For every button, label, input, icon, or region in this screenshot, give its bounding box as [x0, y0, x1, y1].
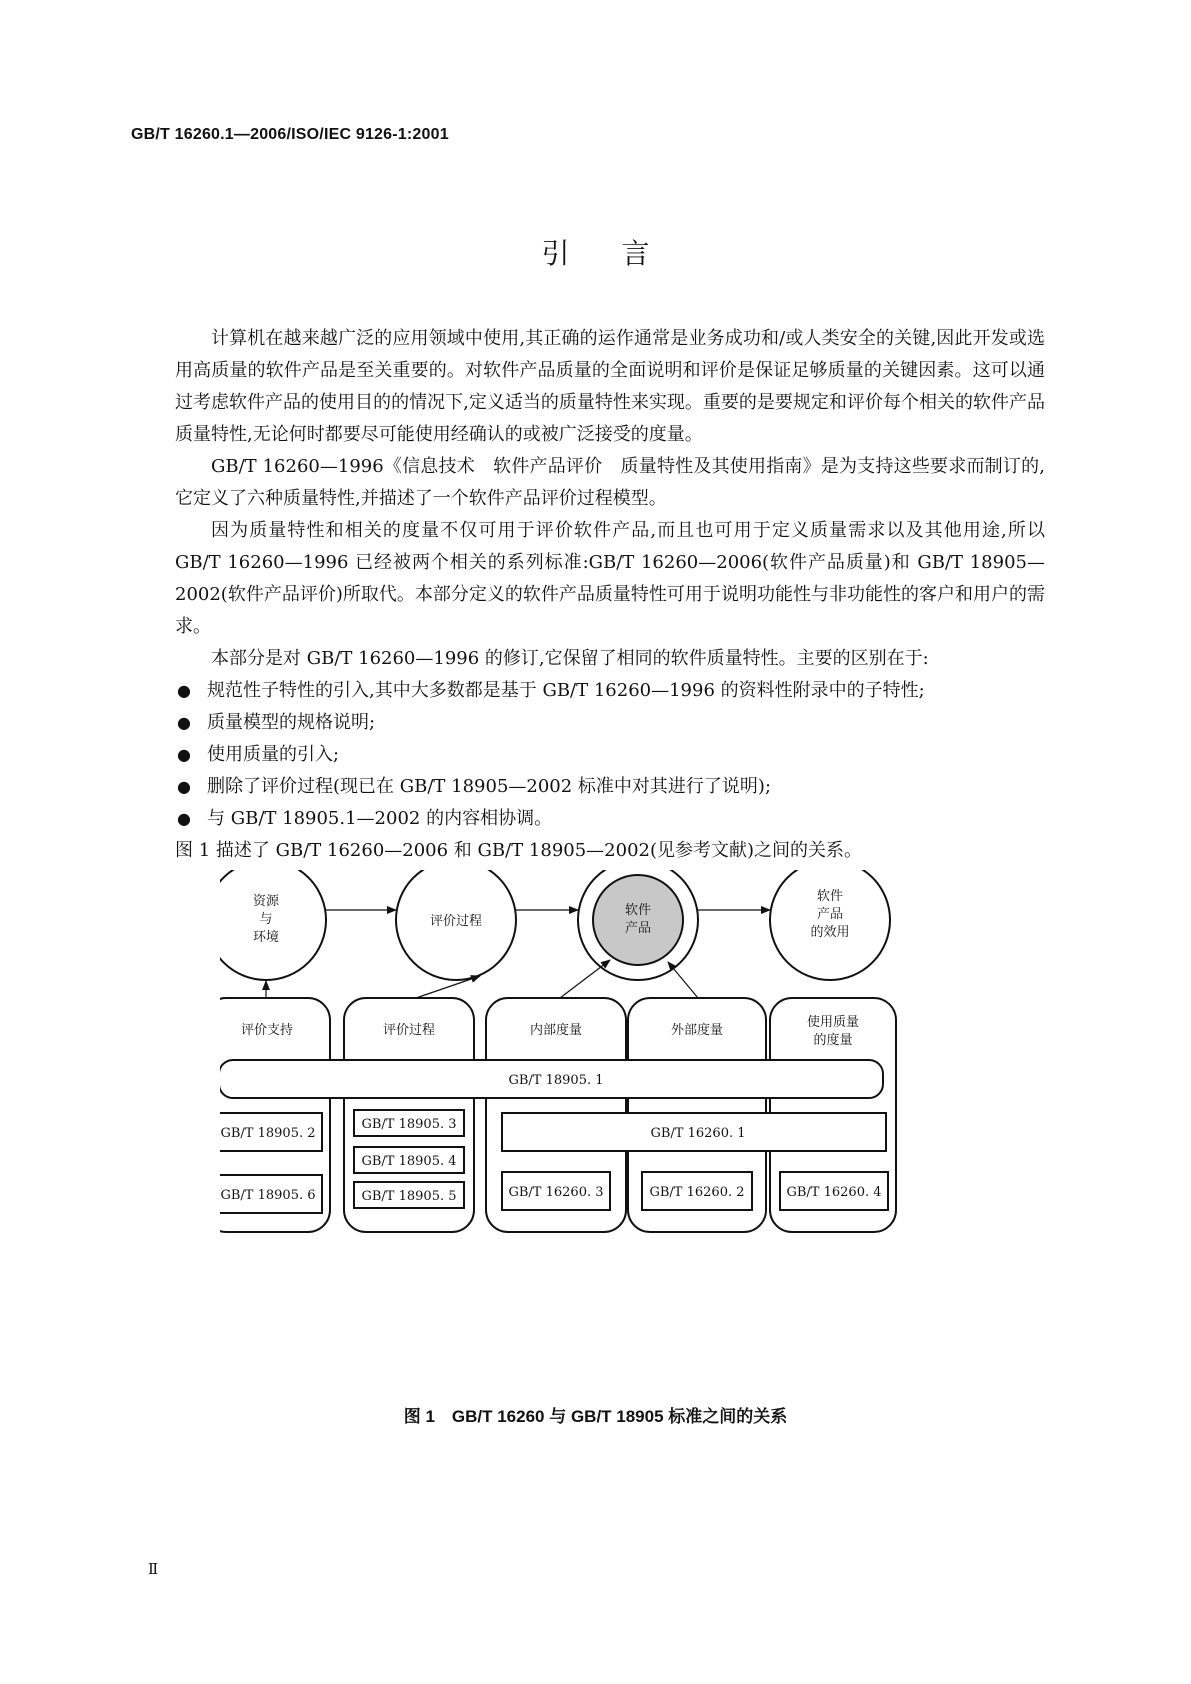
bullet-item — [175, 675, 1045, 707]
circle-product-effect — [770, 870, 890, 980]
document-header: GB/T 16260.1—2006/ISO/IEC 9126-1:2001 — [131, 126, 449, 143]
box-gbt-18905-2 — [220, 1113, 322, 1151]
circle-software-product — [578, 870, 698, 980]
circle-label-line: 与 — [259, 912, 273, 927]
box-label: GB/T 16260. 3 — [508, 1185, 604, 1200]
box-label: GB/T 18905. 4 — [361, 1154, 457, 1169]
body-text — [175, 323, 1045, 867]
box-gbt-18905-3 — [354, 1110, 464, 1136]
box-gbt-18905-4 — [354, 1147, 464, 1173]
box-gbt-18905-6 — [220, 1175, 322, 1213]
circle-resources-environment — [220, 870, 326, 980]
box-gbt-16260-2 — [642, 1172, 752, 1210]
bullet-dot-icon: ● — [177, 713, 191, 732]
box-label: GB/T 18905. 5 — [361, 1189, 457, 1204]
box-gbt-16260-4 — [780, 1172, 888, 1210]
box-gbt-16260-3 — [502, 1172, 610, 1210]
page-number: Ⅱ — [148, 1560, 159, 1578]
box-label: GB/T 16260. 4 — [786, 1185, 882, 1200]
column-label: 评价过程 — [382, 1023, 436, 1038]
column-label: 评价支持 — [240, 1023, 294, 1038]
column-label: 外部度量 — [670, 1023, 724, 1038]
column-label: 的度量 — [813, 1033, 853, 1048]
relationship-diagram — [220, 870, 1000, 1335]
box-label: GB/T 18905. 2 — [220, 1126, 316, 1141]
bullet-text: 使用质量的引入; — [207, 744, 340, 765]
bullet-text: 规范性子特性的引入,其中大多数都是基于 GB/T 16260—1996 的资料性附录中的子特性; — [207, 680, 925, 701]
circle-label-line: 环境 — [252, 930, 280, 945]
circle-label-line: 产品 — [816, 907, 844, 922]
box-label: GB/T 16260. 2 — [649, 1185, 745, 1200]
closing-paragraph: 图 1 描述了 GB/T 16260—2006 和 GB/T 18905—2002(见参考文献)之间的关系。 — [175, 840, 863, 861]
bullet-dot-icon: ● — [177, 777, 191, 796]
box-gbt-18905-5 — [354, 1182, 464, 1208]
band-label: GB/T 18905. 1 — [508, 1073, 604, 1088]
box-label: GB/T 18905. 6 — [220, 1188, 316, 1203]
band-gbt-16260-1 — [502, 1113, 886, 1151]
circle-label-line: 软件 — [624, 903, 652, 918]
band-label: GB/T 16260. 1 — [650, 1126, 746, 1141]
arrow-line — [668, 962, 698, 998]
column-label: 内部度量 — [529, 1023, 583, 1038]
page-title: 引言 — [541, 237, 702, 270]
bullet-item — [175, 771, 1045, 803]
paragraph-4: 本部分是对 GB/T 16260—1996 的修订,它保留了相同的软件质量特性。主要的区别在于: — [211, 648, 929, 669]
bullet-text: 质量模型的规格说明; — [207, 712, 376, 733]
circle-label-line: 软件 — [816, 889, 844, 904]
paragraph-2: GB/T 16260—1996《信息技术 软件产品评价 质量特性及其使用指南》是为支持这些要求而制订的,它定义了六种质量特性,并描述了一个软件产品评价过程模型。 — [175, 456, 1045, 509]
paragraph-3: 因为质量特性和相关的度量不仅可用于评价软件产品,而且也可用于定义质量需求以及其他用途,所以 GB/T 16260—1996 已经被两个相关的系列标准:GB/T 16260—2006(软件产品质量)和 GB/T 18905—2002(软件产品评价)所取代。本部分定义的软件产品质量特性可用于说明功能性与非功能性的客户和用户的需求。 — [175, 520, 1045, 637]
column-label: 使用质量 — [806, 1015, 860, 1030]
bullet-dot-icon: ● — [177, 809, 191, 828]
band-gbt-18905-1 — [220, 1060, 883, 1098]
figure-caption: 图 1 GB/T 16260 与 GB/T 18905 标准之间的关系 — [403, 1407, 788, 1426]
bullet-dot-icon: ● — [177, 681, 191, 700]
paragraph-1: 计算机在越来越广泛的应用领域中使用,其正确的运作通常是业务成功和/或人类安全的关键,因此开发或选用高质量的软件产品是至关重要的。对软件产品质量的全面说明和评价是保证足够质量的关键因素。这可以通过考虑软件产品的使用目的的情况下,定义适当的质量特性来实现。重要的是要规定和评价每个相关的软件产品质量特性,无论何时都要尽可能使用经确认的或被广泛接受的度量。 — [175, 328, 1045, 445]
circle-label-line: 评价过程 — [429, 914, 483, 929]
product-core-highlight — [593, 875, 683, 965]
bullet-text: 删除了评价过程(现已在 GB/T 18905—2002 标准中对其进行了说明); — [207, 776, 772, 797]
bullet-item — [175, 739, 1045, 771]
circle-evaluation-process — [396, 870, 516, 980]
bullet-item — [175, 707, 1045, 739]
circle-label-line: 的效用 — [810, 925, 850, 940]
circle-label-line: 产品 — [624, 921, 652, 936]
bullet-item — [175, 803, 1045, 835]
bullet-text: 与 GB/T 18905.1—2002 的内容相协调。 — [207, 808, 553, 829]
arrow-line — [560, 960, 610, 998]
circle-label-line: 资源 — [252, 894, 280, 909]
bullet-dot-icon: ● — [177, 745, 191, 764]
box-label: GB/T 18905. 3 — [361, 1117, 457, 1132]
